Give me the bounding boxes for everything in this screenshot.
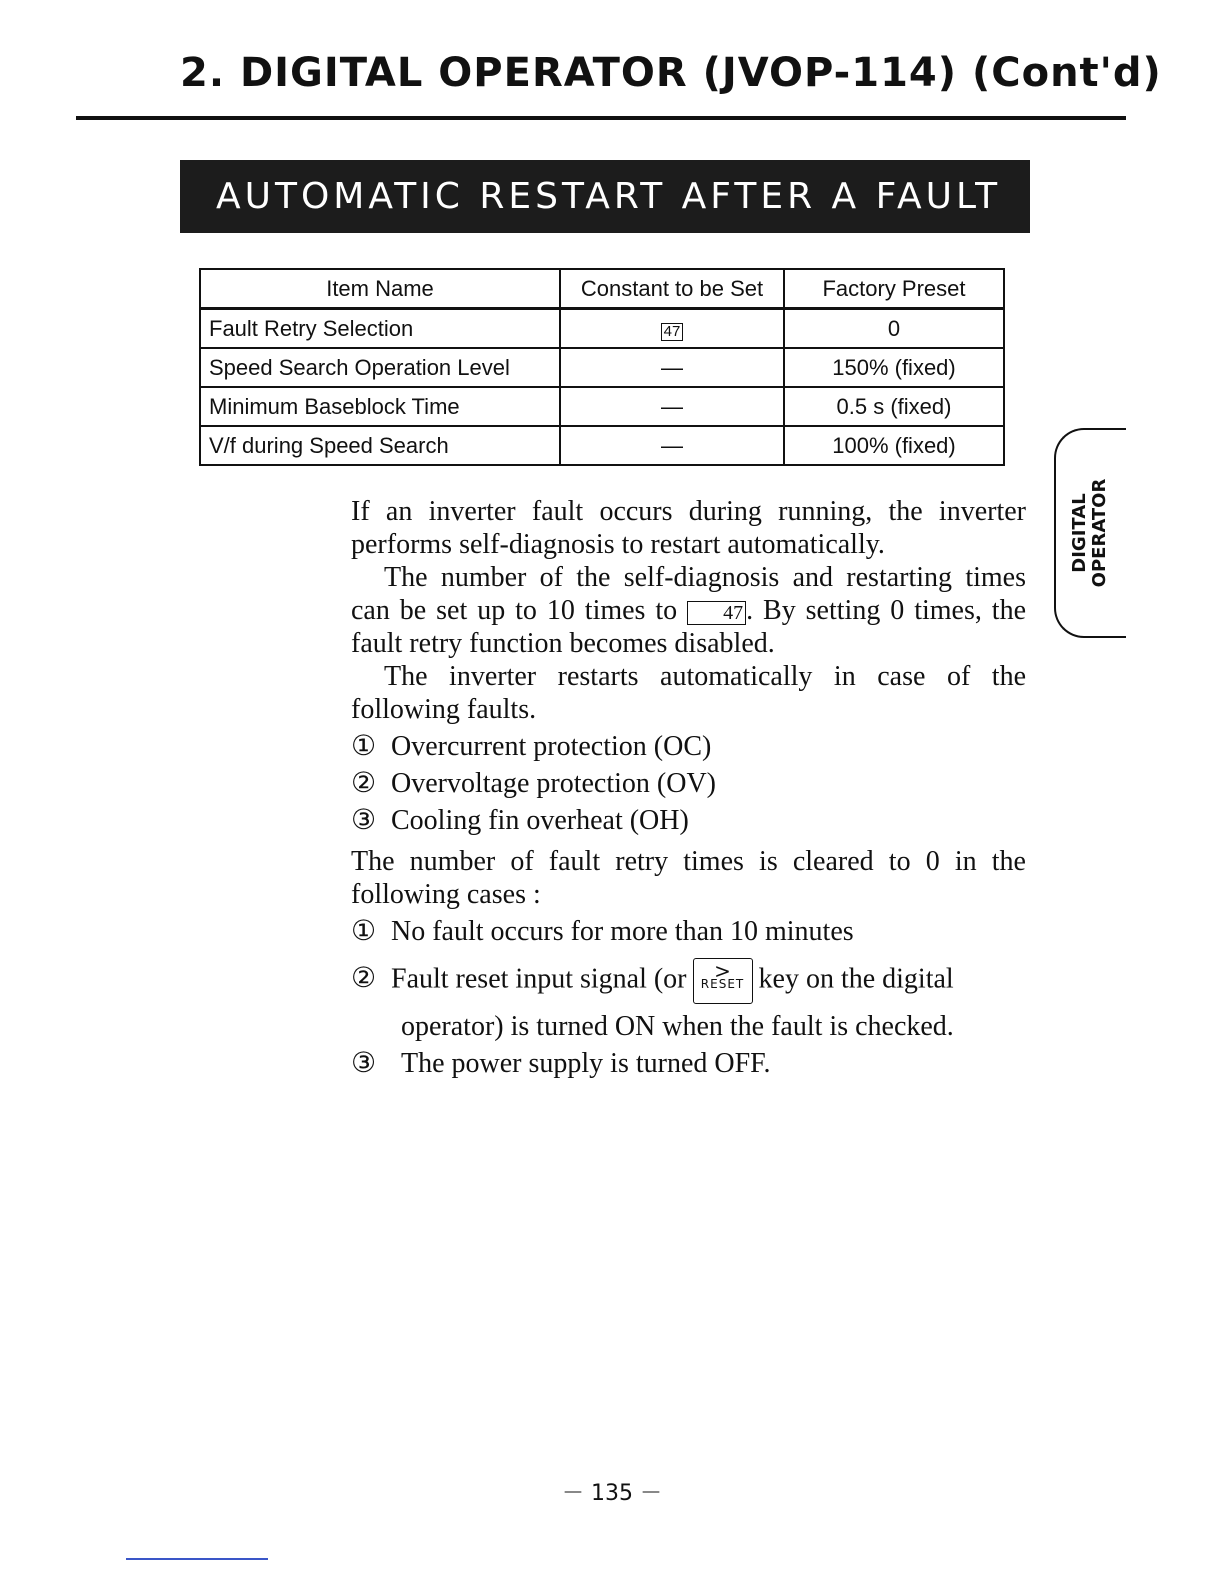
list-item <box>351 767 1026 800</box>
list-item <box>351 804 1026 837</box>
table-row <box>200 348 1004 387</box>
paragraph-clear-cases: The number of fault retry times is cleared to 0 in the following cases : <box>351 846 1026 910</box>
row-constant: — <box>560 426 784 465</box>
header-divider <box>76 116 1126 120</box>
list-item-text: No fault occurs for more than 10 minutes <box>391 916 854 947</box>
list-item <box>351 730 1026 763</box>
row-item-name: Fault Retry Selection <box>200 309 560 349</box>
body-text <box>351 495 1026 1080</box>
list-item-text: Cooling fin overheat (OH) <box>391 805 689 836</box>
header-constant: Constant to be Set <box>560 269 784 309</box>
row-preset: 0.5 s (fixed) <box>784 387 1004 426</box>
row-item-name: V/f during Speed Search <box>200 426 560 465</box>
paragraph-intro: If an inverter fault occurs during running, the inverter performs self-diagnosis to restart automatically. <box>351 496 1026 560</box>
row-preset: 100% (fixed) <box>784 426 1004 465</box>
list-marker: ① <box>351 916 377 947</box>
side-tab-label <box>1070 479 1110 588</box>
footer-rule <box>126 1558 268 1560</box>
constant-box: 47 <box>687 601 746 625</box>
side-tab-line-2: OPERATOR <box>1089 478 1110 588</box>
list-marker: ① <box>351 731 377 762</box>
list-item <box>351 958 1026 1004</box>
list-marker: ③ <box>351 805 377 836</box>
table-row <box>200 309 1004 349</box>
list-item-text: Overcurrent protection (OC) <box>391 731 712 762</box>
paragraph-faults-intro: The inverter restarts automatically in case of the following faults. <box>351 661 1026 725</box>
reset-key-arrow: > <box>714 959 731 983</box>
page-number: － 135 － <box>562 1481 662 1506</box>
row-preset: 0 <box>784 309 1004 349</box>
reset-key-icon <box>693 958 753 1004</box>
constant-box: 47 <box>661 323 684 341</box>
row-item-name: Speed Search Operation Level <box>200 348 560 387</box>
table-row <box>200 387 1004 426</box>
list-marker: ③ <box>351 1048 377 1079</box>
list-marker: ② <box>351 768 377 799</box>
constants-table <box>199 268 1005 466</box>
row-constant: — <box>560 387 784 426</box>
section-banner: AUTOMATIC RESTART AFTER A FAULT <box>180 160 1030 233</box>
list-item <box>351 915 1026 948</box>
row-constant: — <box>560 348 784 387</box>
retry-count-text-post: . By setting 0 times, the fault retry function becomes disabled. <box>351 595 1026 659</box>
paragraph-retry-count <box>351 561 1026 660</box>
row-constant <box>560 309 784 349</box>
header-item-name: Item Name <box>200 269 560 309</box>
table-header-row <box>200 269 1004 309</box>
table-row <box>200 426 1004 465</box>
reset-key-label: RESET <box>700 977 745 991</box>
list-item-continuation: operator) is turned ON when the fault is checked. <box>401 1011 954 1042</box>
page-title: 2. DIGITAL OPERATOR (JVOP-114) (Cont'd) <box>180 50 1162 96</box>
list-item <box>351 1047 1026 1080</box>
list-item-text: Overvoltage protection (OV) <box>391 768 716 799</box>
list-item-text: Fault reset input signal (or <box>391 963 687 995</box>
list-item-text-cont: key on the digital <box>758 963 954 995</box>
row-item-name: Minimum Baseblock Time <box>200 387 560 426</box>
retry-count-text-pre: The number of the self-diagnosis and restarting times can be set up to 10 times to <box>351 562 1026 626</box>
side-tab-line-1: DIGITAL <box>1069 493 1090 573</box>
list-marker: ② <box>351 963 377 995</box>
list-item-text: The power supply is turned OFF. <box>401 1048 771 1079</box>
row-preset: 150% (fixed) <box>784 348 1004 387</box>
header-factory-preset: Factory Preset <box>784 269 1004 309</box>
